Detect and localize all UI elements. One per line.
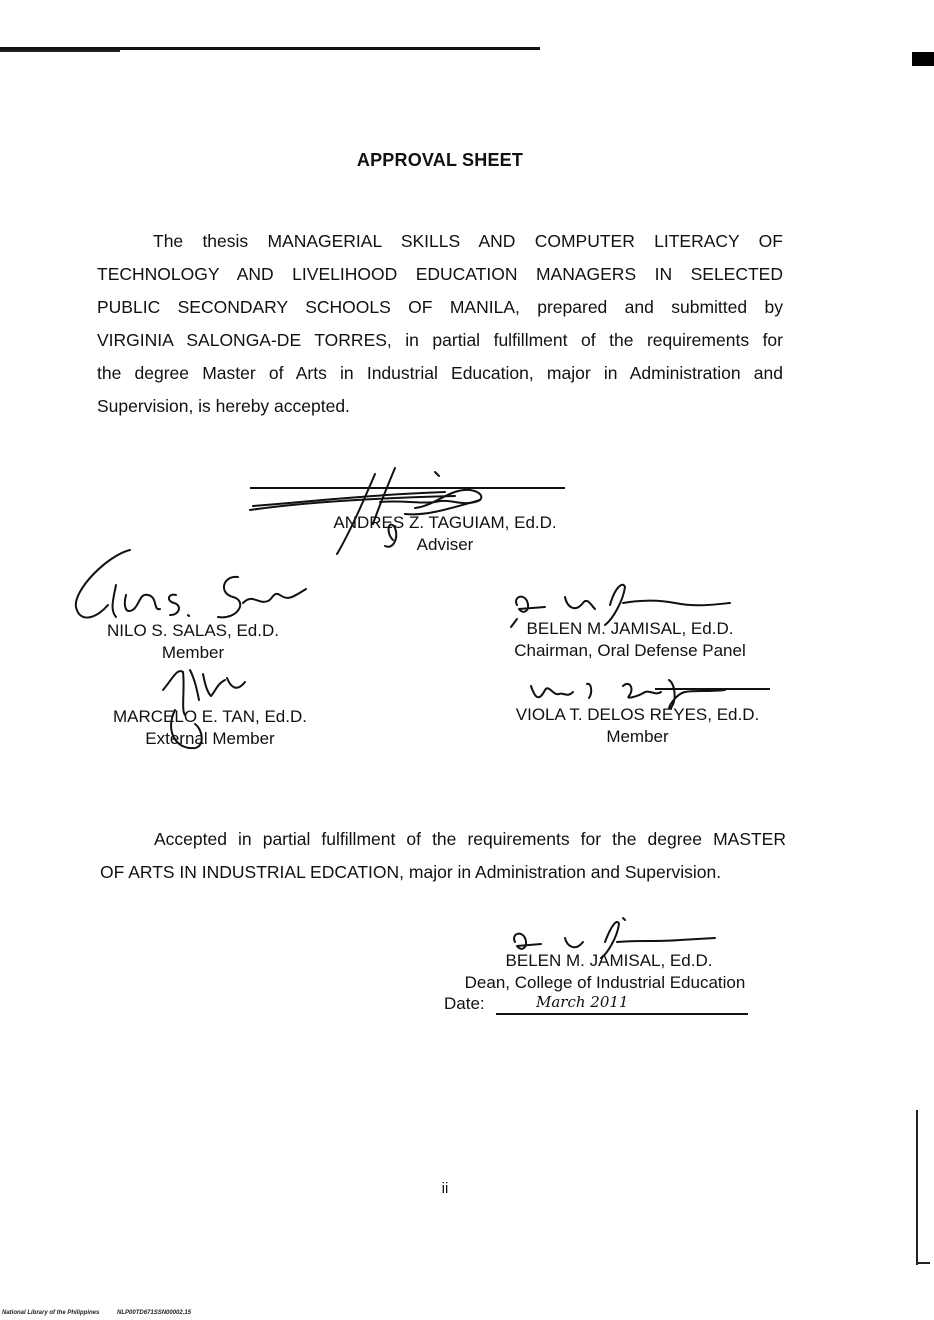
footer-source: National Library of the Philippines — [2, 1310, 100, 1316]
paragraph-line: Supervision, is hereby accepted. — [97, 396, 350, 416]
signatory-role: Member — [161, 643, 225, 662]
page-number: ii — [441, 1180, 449, 1197]
date-line — [496, 1013, 748, 1015]
signatory-role: Chairman, Oral Defense Panel — [514, 641, 746, 660]
scan-corner-mark — [912, 52, 934, 66]
signatory-role: Dean, College of Industrial Education — [464, 973, 746, 992]
external-member-block — [95, 706, 325, 750]
paragraph-line: Accepted in partial fulfillment of the requirements for the degree MASTER — [154, 829, 786, 849]
dean-block — [440, 950, 770, 994]
date-value: March 2011 — [536, 993, 629, 1011]
paragraph-line: TECHNOLOGY AND LIVELIHOOD EDUCATION MANAGERS IN SELECTED — [97, 264, 783, 284]
member-block — [78, 620, 308, 664]
paragraph-line: the degree Master of Arts in Industrial Education, major in Administration and — [97, 363, 783, 383]
thesis-paragraph — [97, 225, 783, 423]
page-title: APPROVAL SHEET — [356, 150, 524, 170]
date-label: Date: — [444, 994, 485, 1013]
member-block — [495, 704, 780, 748]
paragraph-line: OF ARTS IN INDUSTRIAL EDCATION, major in Administration and Supervision. — [100, 862, 722, 882]
scan-footer — [2, 1310, 207, 1316]
signatory-name: BELEN M. JAMISAL, Ed.D. — [526, 619, 734, 638]
signatory-role: Member — [606, 727, 669, 746]
paragraph-line: VIRGINIA SALONGA-DE TORRES, in partial fulfillment of the requirements for — [97, 330, 783, 350]
signatory-name: ANDRES Z. TAGUIAM, Ed.D. — [333, 513, 557, 532]
adviser-block — [300, 512, 590, 556]
scan-edge-line — [916, 1110, 918, 1265]
signatory-role: Adviser — [416, 535, 474, 554]
signatory-name: BELEN M. JAMISAL, Ed.D. — [505, 951, 713, 970]
chairman-block — [495, 618, 765, 662]
acceptance-paragraph — [100, 823, 786, 889]
scan-edge-line — [916, 1262, 930, 1264]
signatory-name: MARCELO E. TAN, Ed.D. — [113, 707, 307, 726]
date-row — [444, 994, 485, 1014]
signatory-name: VIOLA T. DELOS REYES, Ed.D. — [515, 705, 760, 724]
paragraph-line: The thesis MANAGERIAL SKILLS AND COMPUTER LITERACY OF — [153, 231, 783, 251]
scan-edge-line — [0, 50, 120, 52]
footer-id: NLP00TD671SSN00002.15 — [117, 1310, 192, 1316]
paragraph-line: PUBLIC SECONDARY SCHOOLS OF MANILA, prepared and submitted by — [97, 297, 783, 317]
signatory-name: NILO S. SALAS, Ed.D. — [107, 621, 279, 640]
signatory-role: External Member — [145, 729, 275, 748]
